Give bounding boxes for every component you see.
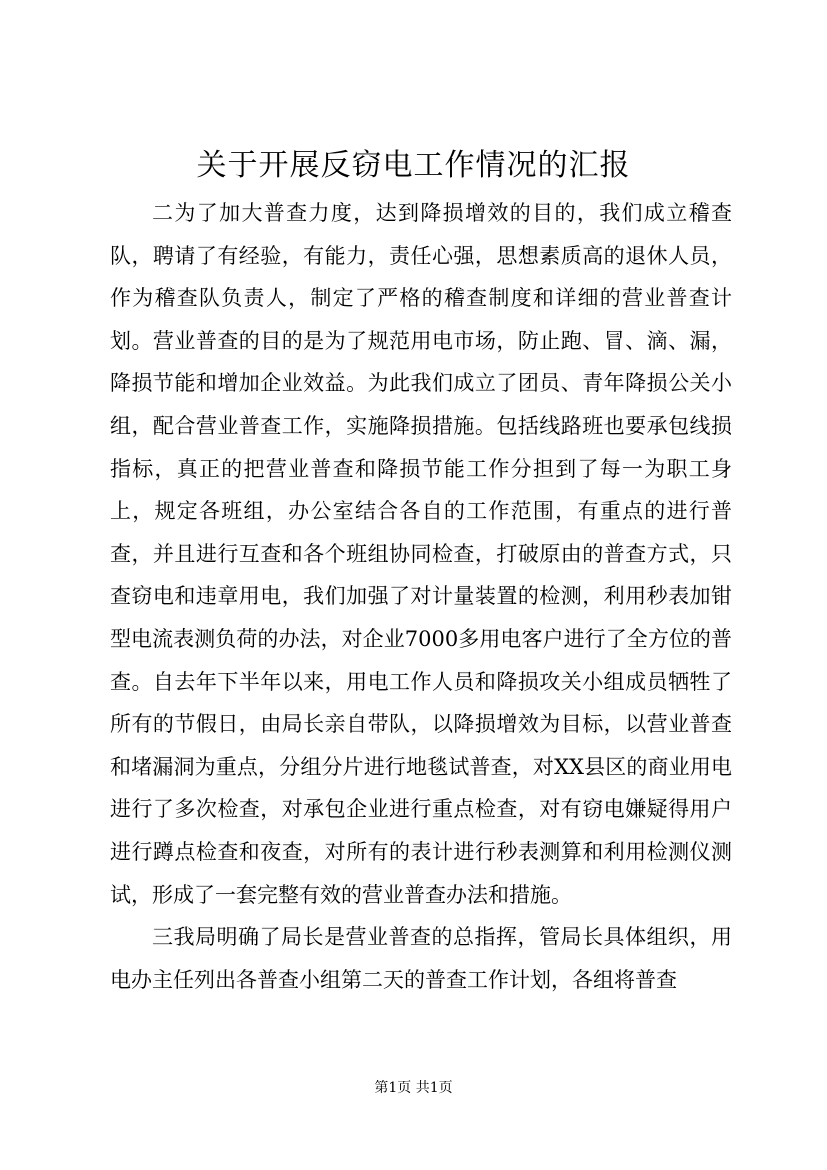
page-footer: 第1页 共1页: [374, 1080, 453, 1096]
paragraph: 二为了加大普查力度，达到降损增效的目的，我们成立稽查队，聘请了有经验，有能力，责任心强，思想素质高的退休人员，作为稽查队负责人，制定了严格的稽查制度和详细的营业普查计划。营业普查的目的是为了规范用电市场，防止跑、冒、滴、漏，降损节能和增加企业效益。为此我们成立了团员、青年降损公关小组，配合营业普查工作，实施降损措施。包括线路班也要承包线损指标，真正的把营业普查和降损节能工作分担到了每一为职工身上，规定各班组，办公室结合各自的工作范围，有重点的进行普查，并且进行互查和各个班组协同检查，打破原由的普查方式，只查窃电和违章用电，我们加强了对计量装置的检测，利用秒表加钳型电流表测负荷的办法，对企业7000多用电客户进行了全方位的普查。自去年下半年以来，用电工作人员和降损攻关小组成员牺牲了所有的节假日，由局长亲自带队，以降损增效为目标，以营业普查和堵漏洞为重点，分组分片进行地毯试普查，对XX县区的商业用电进行了多次检查，对承包企业进行重点检查，对有窃电嫌疑得用户进行蹲点检查和夜查，对所有的表计进行秒表测算和利用检测仪测试，形成了一套完整有效的营业普查办法和措施。: [110, 201, 732, 907]
paragraph: 三我局明确了局长是营业普查的总指挥，管局长具体组织，用电办主任列出各普查小组第二天的普查工作计划，各组将普查: [110, 925, 732, 992]
document-body: [110, 192, 732, 1001]
document-title: 关于开展反窃电工作情况的汇报: [196, 148, 631, 183]
